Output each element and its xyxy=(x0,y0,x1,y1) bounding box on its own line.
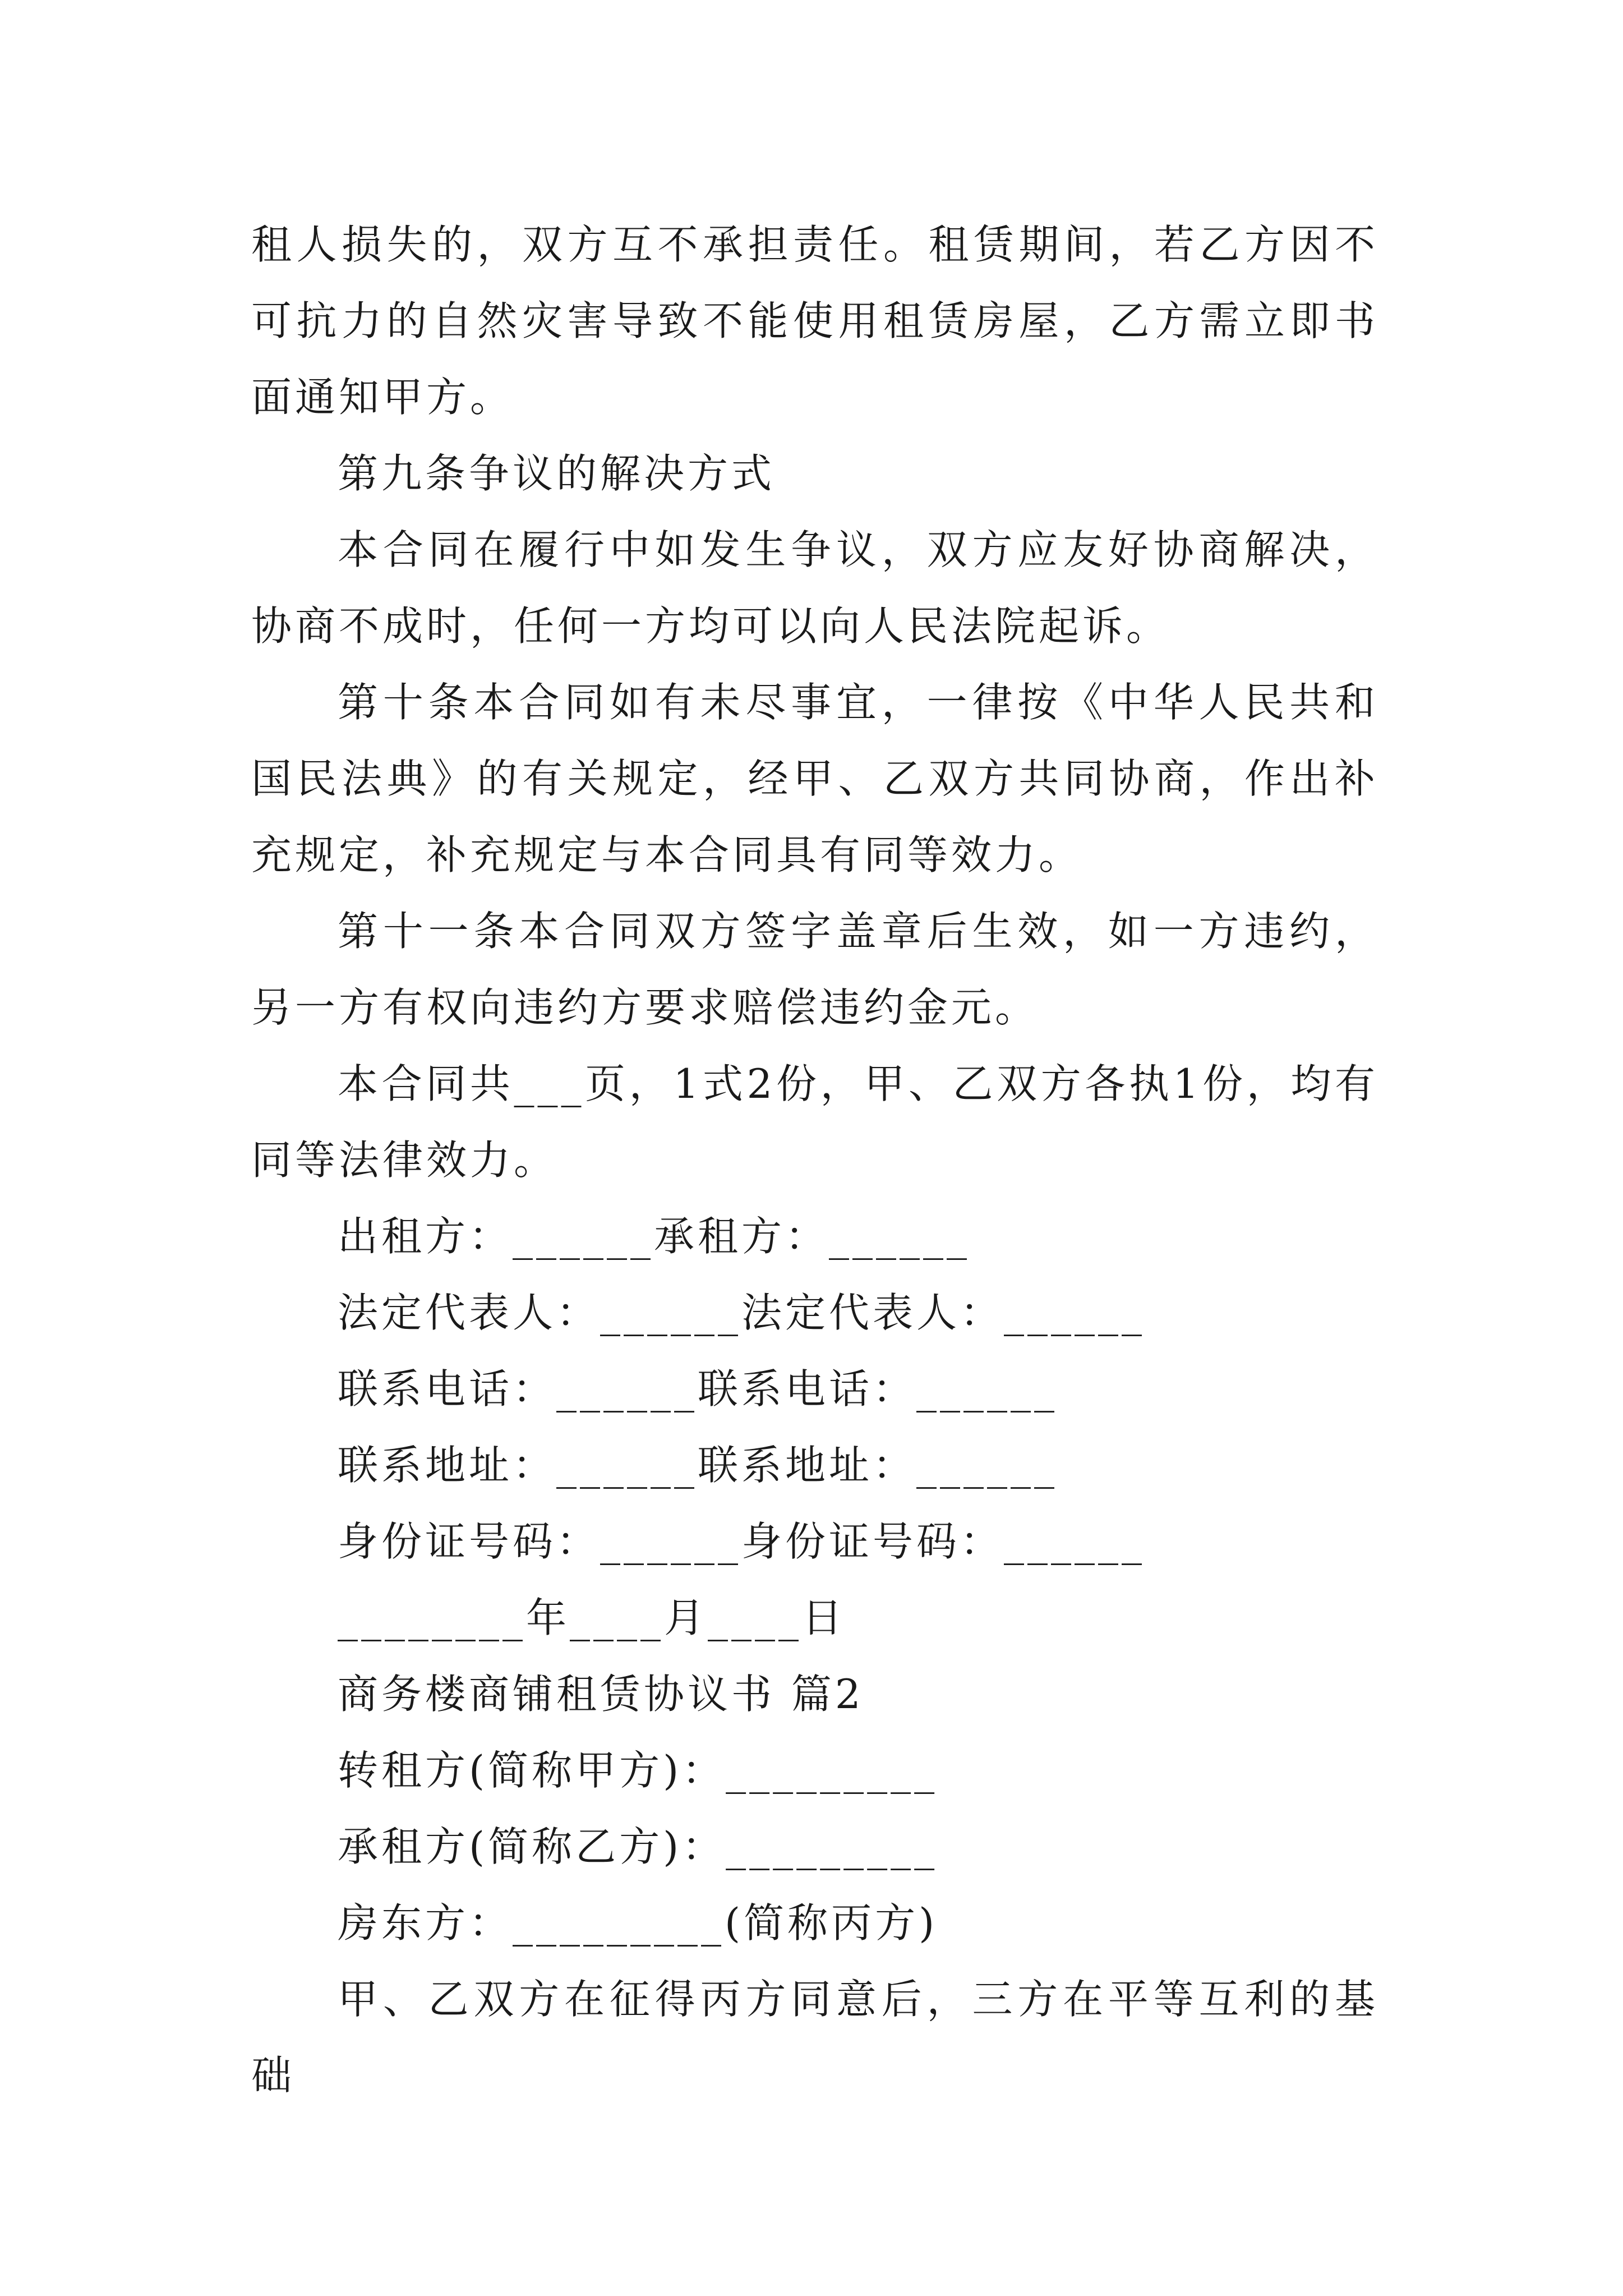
signature-line-date: ________年____月____日 xyxy=(338,1594,846,1641)
document-body xyxy=(251,206,1378,2114)
party-line-lessee: 承租方(简称乙方)：_________ xyxy=(338,1823,938,1870)
paragraph-article-10: 第十条本合同如有未尽事宜，一律按《中华人民共和国民法典》的有关规定，经甲、乙双方共同协商，作出补充规定，补充规定与本合同具有同等效力。 xyxy=(251,679,1378,878)
signature-line-id-number: 身份证号码：______身份证号码：______ xyxy=(338,1518,1146,1565)
paragraph-article-9-heading: 第九条争议的解决方式 xyxy=(338,450,776,497)
paragraph-agreement-intro: 甲、乙双方在征得丙方同意后，三方在平等互利的基础 xyxy=(251,1976,1378,2099)
signature-line-lessor-lessee: 出租方：______承租方：______ xyxy=(338,1213,971,1260)
paragraph-copies: 本合同共___页，1式2份，甲、乙双方各执1份，均有同等法律效力。 xyxy=(251,1060,1378,1184)
section-title: 商务楼商铺租赁协议书 篇2 xyxy=(338,1671,864,1718)
paragraph-article-11: 第十一条本合同双方签字盖章后生效，如一方违约，另一方有权向违约方要求赔偿违约金元。 xyxy=(251,908,1378,1031)
party-line-landlord: 房东方：_________(简称丙方) xyxy=(338,1899,938,1947)
paragraph-force-majeure: 租人损失的，双方互不承担责任。租赁期间，若乙方因不可抗力的自然灾害导致不能使用租赁房屋，乙方需立即书面通知甲方。 xyxy=(251,221,1378,421)
signature-line-legal-representative: 法定代表人：______法定代表人：______ xyxy=(338,1289,1146,1336)
party-line-sublessor: 转租方(简称甲方)：_________ xyxy=(338,1747,938,1794)
paragraph-dispute-resolution: 本合同在履行中如发生争议，双方应友好协商解决，协商不成时，任何一方均可以向人民法院起诉。 xyxy=(251,526,1378,650)
signature-line-phone: 联系电话：______联系电话：______ xyxy=(338,1365,1058,1412)
signature-line-address: 联系地址：______联系地址：______ xyxy=(338,1442,1058,1489)
